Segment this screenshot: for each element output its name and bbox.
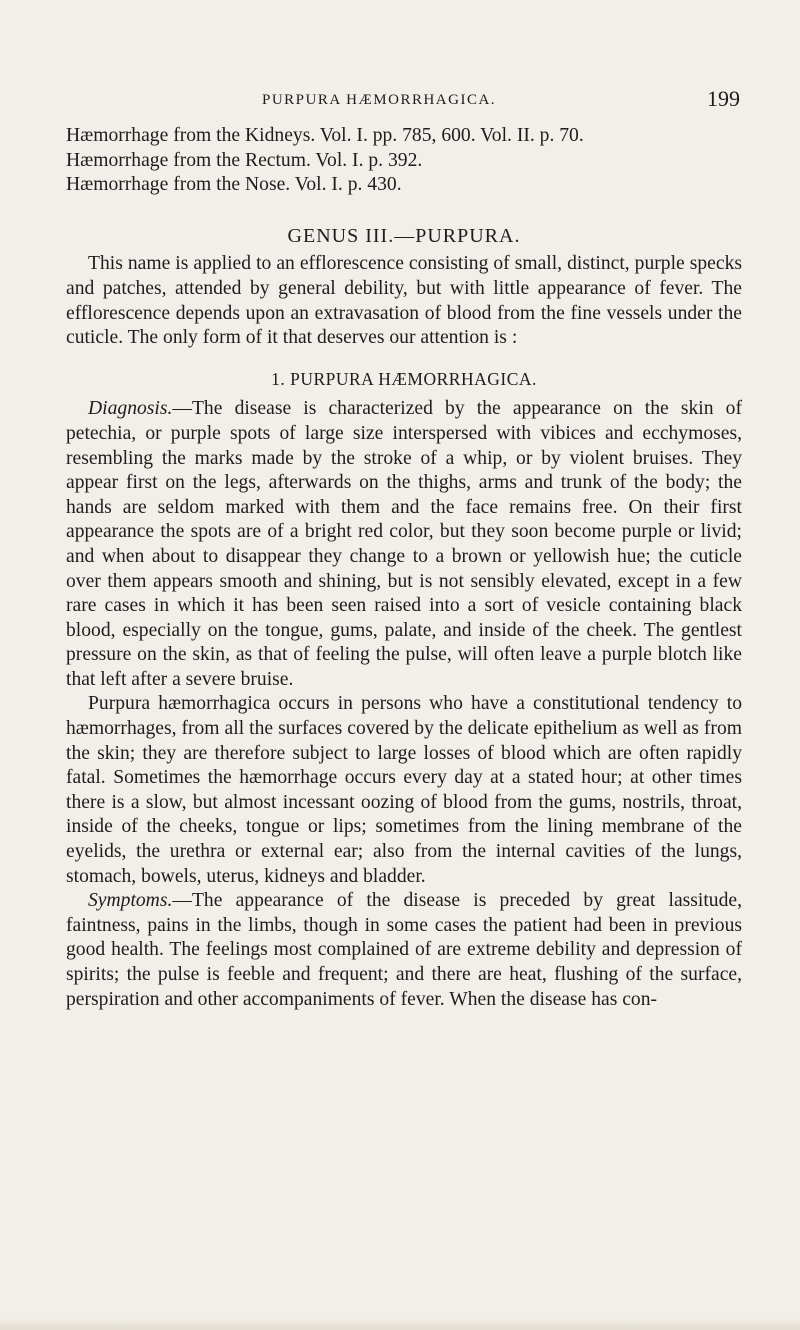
page-bottom-edge — [0, 1318, 800, 1330]
page-number: 199 — [707, 86, 740, 111]
reference-nose: Hæmorrhage from the Nose. Vol. I. p. 430. — [66, 174, 402, 196]
genus-intro-paragraph: This name is applied to an efflorescence consisting of small, distinct, purple specks and patches, attended by general debility, but with little appearance of fever. The efflorescence depends upon an extravasation of blood from the fine vessels under the cuticle. The only form of it that deserves our attention is : — [66, 253, 742, 349]
symptoms-text: —The appearance of the disease is preceded by great lassitude, faintness, pains in the limbs, though in some cases the patient had been in previous good health. The feelings most complained of are extreme debility and depression of spirits; the pulse is feeble and frequent; and there are heat, flushing of the surface, perspiration and other accompaniments of fever. When the disease has con- — [66, 890, 742, 1010]
species-heading: 1. PURPURA HÆMORRHAGICA. — [271, 368, 537, 389]
diagnosis-text: —The disease is characterized by the appearance on the skin of petechia, or purple spots of large size interspersed with vibices and ecchymoses, resembling the marks made by the stroke of a whip, or by violent bruises. They appear first on the legs, afterwards on the thighs, arms and trunk of the body; the hands are seldom marked with them and the face remains free. On their first appearance the spots are of a bright red color, but they soon become purple or livid; and when about to disappear they change to a brown or yellowish hue; the cuticle over them appears smooth and shining, but is not sensibly elevated, except in a few rare cases in which it has been seen raised into a sort of vesicle containing black blood, especially on the tongue, gums, palate, and inside of the cheek. The gentlest pressure on the skin, as that of feeling the pulse, will often leave a purple blotch like that left after a severe bruise. — [66, 398, 742, 690]
symptoms-paragraph — [66, 889, 742, 1012]
running-header — [240, 86, 740, 116]
reference-kidneys: Hæmorrhage from the Kidneys. Vol. I. pp. 785, 600. Vol. II. p. 70. — [66, 125, 584, 146]
diagnosis-paragraph — [66, 397, 742, 692]
reference-rectum: Hæmorrhage from the Rectum. Vol. I. p. 392. — [66, 149, 423, 171]
tendency-paragraph: Purpura hæmorrhagica occurs in persons who have a constitutional tendency to hæmorrhages, from all the surfaces covered by the delicate epithelium as well as from the skin; they are therefore subject to large losses of blood which are often rapidly fatal. Sometimes the hæmorrhage occurs every day at a stated hour; at other times there is a slow, but almost incessant oozing of blood from the gums, nostrils, throat, inside of the cheeks, tongue or lips; sometimes from the lining membrane of the eyelids, the urethra or external ear; also from the internal cavities of the lungs, stomach, bowels, uterus, kidneys and bladder. — [66, 693, 742, 887]
diagnosis-label: Diagnosis. — [88, 398, 173, 420]
symptoms-label: Symptoms. — [88, 890, 173, 912]
running-title: PURPURA HÆMORRHAGICA. — [262, 92, 497, 108]
genus-heading: GENUS III.—PURPURA. — [287, 224, 521, 247]
page-body — [66, 124, 742, 1012]
